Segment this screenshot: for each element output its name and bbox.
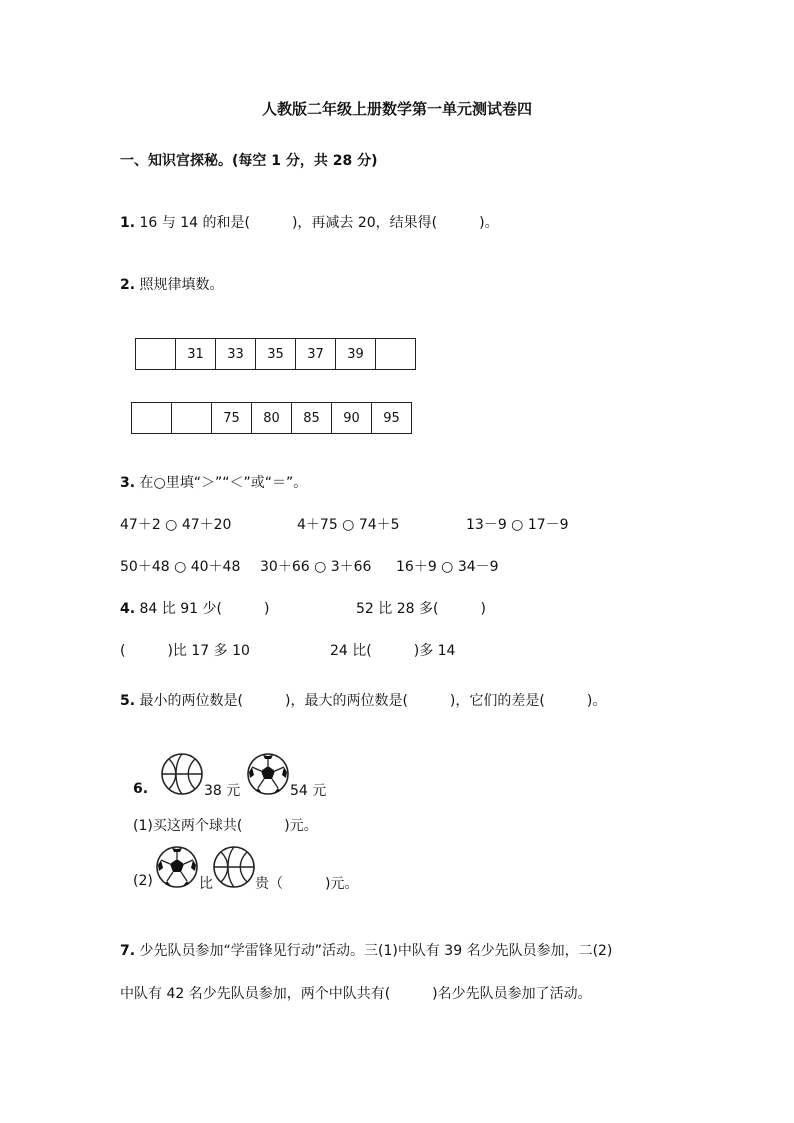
sequence-table-1 — [135, 338, 416, 370]
question-number: 1. — [120, 215, 136, 231]
question-5 — [120, 690, 606, 710]
sequence-cell: 31 — [176, 339, 216, 370]
sequence-cell[interactable] — [172, 403, 212, 434]
compare-item: 16＋9 ○ 34－9 — [396, 559, 499, 575]
sequence-cell: 95 — [372, 403, 412, 434]
fill-item: 24 比( )多 14 — [330, 643, 456, 659]
sequence-cell: 37 — [296, 339, 336, 370]
question-text-line-2: 中队有 42 名少先队员参加，两个中队共有( )名少先队员参加了活动。 — [120, 986, 592, 1002]
compare-item: 30＋66 ○ 3＋66 — [260, 559, 372, 575]
fill-item: 84 比 91 少( ) — [139, 601, 270, 617]
sub-question-2-prefix: (2) — [133, 873, 153, 889]
sequence-table-2 — [131, 402, 412, 434]
sequence-cell: 90 — [332, 403, 372, 434]
question-text: 16 与 14 的和是( )，再减去 20，结果得( )。 — [139, 215, 499, 231]
question-number: 6. — [133, 781, 149, 797]
soccer-ball-icon — [155, 845, 199, 889]
question-text: 在○里填“＞”“＜”或“＝”。 — [139, 475, 308, 491]
basketball-icon — [160, 752, 204, 796]
basketball-price: 38 元 — [204, 783, 241, 799]
question-7 — [120, 940, 612, 960]
question-text-line-1: 少先队员参加“学雷锋见行动”活动。三(1)中队有 39 名少先队员参加，二(2) — [139, 943, 613, 959]
sequence-cell[interactable] — [136, 339, 176, 370]
sequence-cell[interactable] — [376, 339, 416, 370]
sequence-cell[interactable] — [132, 403, 172, 434]
question-number: 5. — [120, 693, 136, 709]
compare-item: 4＋75 ○ 74＋5 — [297, 517, 400, 533]
basketball-icon — [212, 845, 256, 889]
question-number: 3. — [120, 475, 136, 491]
section-heading: 一、知识宫探秘。(每空 1 分，共 28 分) — [120, 153, 378, 169]
sequence-cell: 80 — [252, 403, 292, 434]
sequence-cell: 33 — [216, 339, 256, 370]
sub-question-2-suffix: 贵（ )元。 — [255, 876, 359, 892]
compare-item: 50＋48 ○ 40＋48 — [120, 559, 241, 575]
compare-item: 47＋2 ○ 47＋20 — [120, 517, 232, 533]
fill-item: 52 比 28 多( ) — [356, 601, 486, 617]
compare-item: 13－9 ○ 17－9 — [466, 517, 569, 533]
question-number: 4. — [120, 601, 136, 617]
question-2 — [120, 274, 224, 294]
question-3 — [120, 472, 307, 492]
fill-item: ( )比 17 多 10 — [120, 643, 250, 659]
soccer-ball-icon — [246, 752, 290, 796]
question-text: 照规律填数。 — [139, 277, 224, 293]
page-title: 人教版二年级上册数学第一单元测试卷四 — [261, 100, 532, 118]
question-number: 7. — [120, 943, 136, 959]
sub-question-1: (1)买这两个球共( )元。 — [133, 818, 318, 834]
question-1 — [120, 212, 499, 232]
sequence-cell: 39 — [336, 339, 376, 370]
sequence-cell: 75 — [212, 403, 252, 434]
question-4 — [120, 598, 269, 618]
sub-question-2-mid: 比 — [199, 876, 213, 892]
question-text: 最小的两位数是( )，最大的两位数是( )，它们的差是( )。 — [139, 693, 607, 709]
sequence-cell: 35 — [256, 339, 296, 370]
question-number: 2. — [120, 277, 136, 293]
sequence-cell: 85 — [292, 403, 332, 434]
soccer-ball-price: 54 元 — [290, 783, 327, 799]
